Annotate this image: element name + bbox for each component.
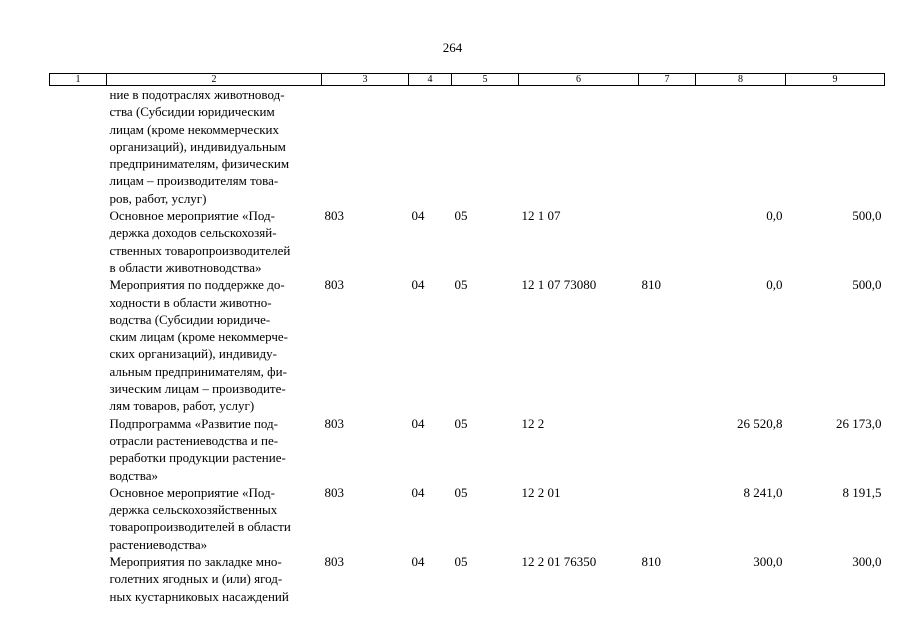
column-header-7: 7 [639, 74, 696, 86]
cell-amount-year-2 [786, 86, 885, 208]
table-row [50, 415, 885, 484]
cell-section: 04 [411, 554, 425, 570]
cell-amount-year-2: 500,0 [852, 277, 882, 293]
cell-name: Основное мероприятие «Под- держка сельскохозяйственных товаропроизводителей в области растениеводства» [109, 484, 291, 552]
cell-amount-year-1: 0,0 [766, 277, 783, 293]
cell-expense-type [639, 207, 696, 276]
page-number: 264 [442, 40, 463, 55]
cell-subsection: 05 [454, 277, 468, 293]
cell-empty [50, 276, 107, 414]
cell-empty [50, 86, 107, 208]
cell-expense-type [639, 415, 696, 484]
cell-subsection [452, 86, 519, 208]
cell-subsection: 05 [454, 208, 468, 224]
cell-section [409, 86, 452, 208]
cell-empty [50, 553, 107, 605]
cell-amount-year-2: 8 191,5 [842, 484, 882, 500]
cell-expense-type: 810 [641, 277, 661, 293]
cell-name: Мероприятия по закладке мно- голетних ягодных и (или) ягод- ных кустарниковых насаждений [109, 554, 289, 604]
column-header-8: 8 [696, 74, 786, 86]
cell-empty [50, 484, 107, 553]
cell-target-article [519, 86, 639, 208]
cell-amount-year-1: 300,0 [753, 554, 783, 570]
cell-expense-type [639, 86, 696, 208]
table-row [50, 276, 885, 414]
cell-amount-year-1 [696, 86, 786, 208]
cell-name: ние в подотраслях животновод- ства (Субсидии юридическим лицам (кроме некоммерческих организаций), индивидуальным предпринимателям, физическим лицам – производителям това- ров, работ, услуг) [109, 87, 290, 206]
cell-section: 04 [411, 277, 425, 293]
cell-section: 04 [411, 208, 425, 224]
cell-ministry-code: 803 [324, 554, 344, 570]
column-header-4: 4 [409, 74, 452, 86]
cell-subsection: 05 [454, 415, 468, 431]
cell-name: Подпрограмма «Развитие под- отрасли растениеводства и пе- реработки продукции растение- водства» [109, 415, 286, 483]
cell-amount-year-1: 8 241,0 [743, 484, 783, 500]
cell-target-article: 12 2 01 [521, 484, 561, 500]
cell-subsection: 05 [454, 554, 468, 570]
cell-amount-year-2: 26 173,0 [836, 415, 882, 431]
column-header-3: 3 [322, 74, 409, 86]
table-row [50, 553, 885, 605]
column-number-header-row [50, 74, 885, 86]
cell-target-article: 12 1 07 73080 [521, 277, 597, 293]
table-row [50, 207, 885, 276]
cell-empty [50, 207, 107, 276]
cell-ministry-code: 803 [324, 484, 344, 500]
cell-amount-year-2: 500,0 [852, 208, 882, 224]
cell-name: Мероприятия по поддержке до- ходности в области животно- водства (Субсидии юридиче- ским лицам (кроме некоммерче- ских организаций), индивиду- альным предпринимателям, фи- зическим лицам – производите- лям товаров, работ, услуг) [109, 277, 288, 414]
cell-section: 04 [411, 415, 425, 431]
cell-target-article: 12 2 [521, 415, 545, 431]
cell-expense-type: 810 [641, 554, 661, 570]
table-row [50, 484, 885, 553]
cell-section: 04 [411, 484, 425, 500]
cell-expense-type [639, 484, 696, 553]
cell-ministry-code: 803 [324, 208, 344, 224]
cell-ministry-code: 803 [324, 415, 344, 431]
cell-target-article: 12 1 07 [521, 208, 561, 224]
column-header-1: 1 [50, 74, 107, 86]
column-header-9: 9 [786, 74, 885, 86]
cell-ministry-code: 803 [324, 277, 344, 293]
table-row [50, 86, 885, 208]
cell-amount-year-2: 300,0 [852, 554, 882, 570]
cell-ministry-code [322, 86, 409, 208]
cell-empty [50, 415, 107, 484]
budget-table [49, 73, 885, 605]
column-header-6: 6 [519, 74, 639, 86]
cell-target-article: 12 2 01 76350 [521, 554, 597, 570]
column-header-2: 2 [107, 74, 322, 86]
cell-amount-year-1: 0,0 [766, 208, 783, 224]
cell-amount-year-1: 26 520,8 [737, 415, 783, 431]
cell-name: Основное мероприятие «Под- держка доходов сельскохозяй- ственных товаропроизводителей в области животноводства» [109, 208, 291, 275]
column-header-5: 5 [452, 74, 519, 86]
cell-subsection: 05 [454, 484, 468, 500]
